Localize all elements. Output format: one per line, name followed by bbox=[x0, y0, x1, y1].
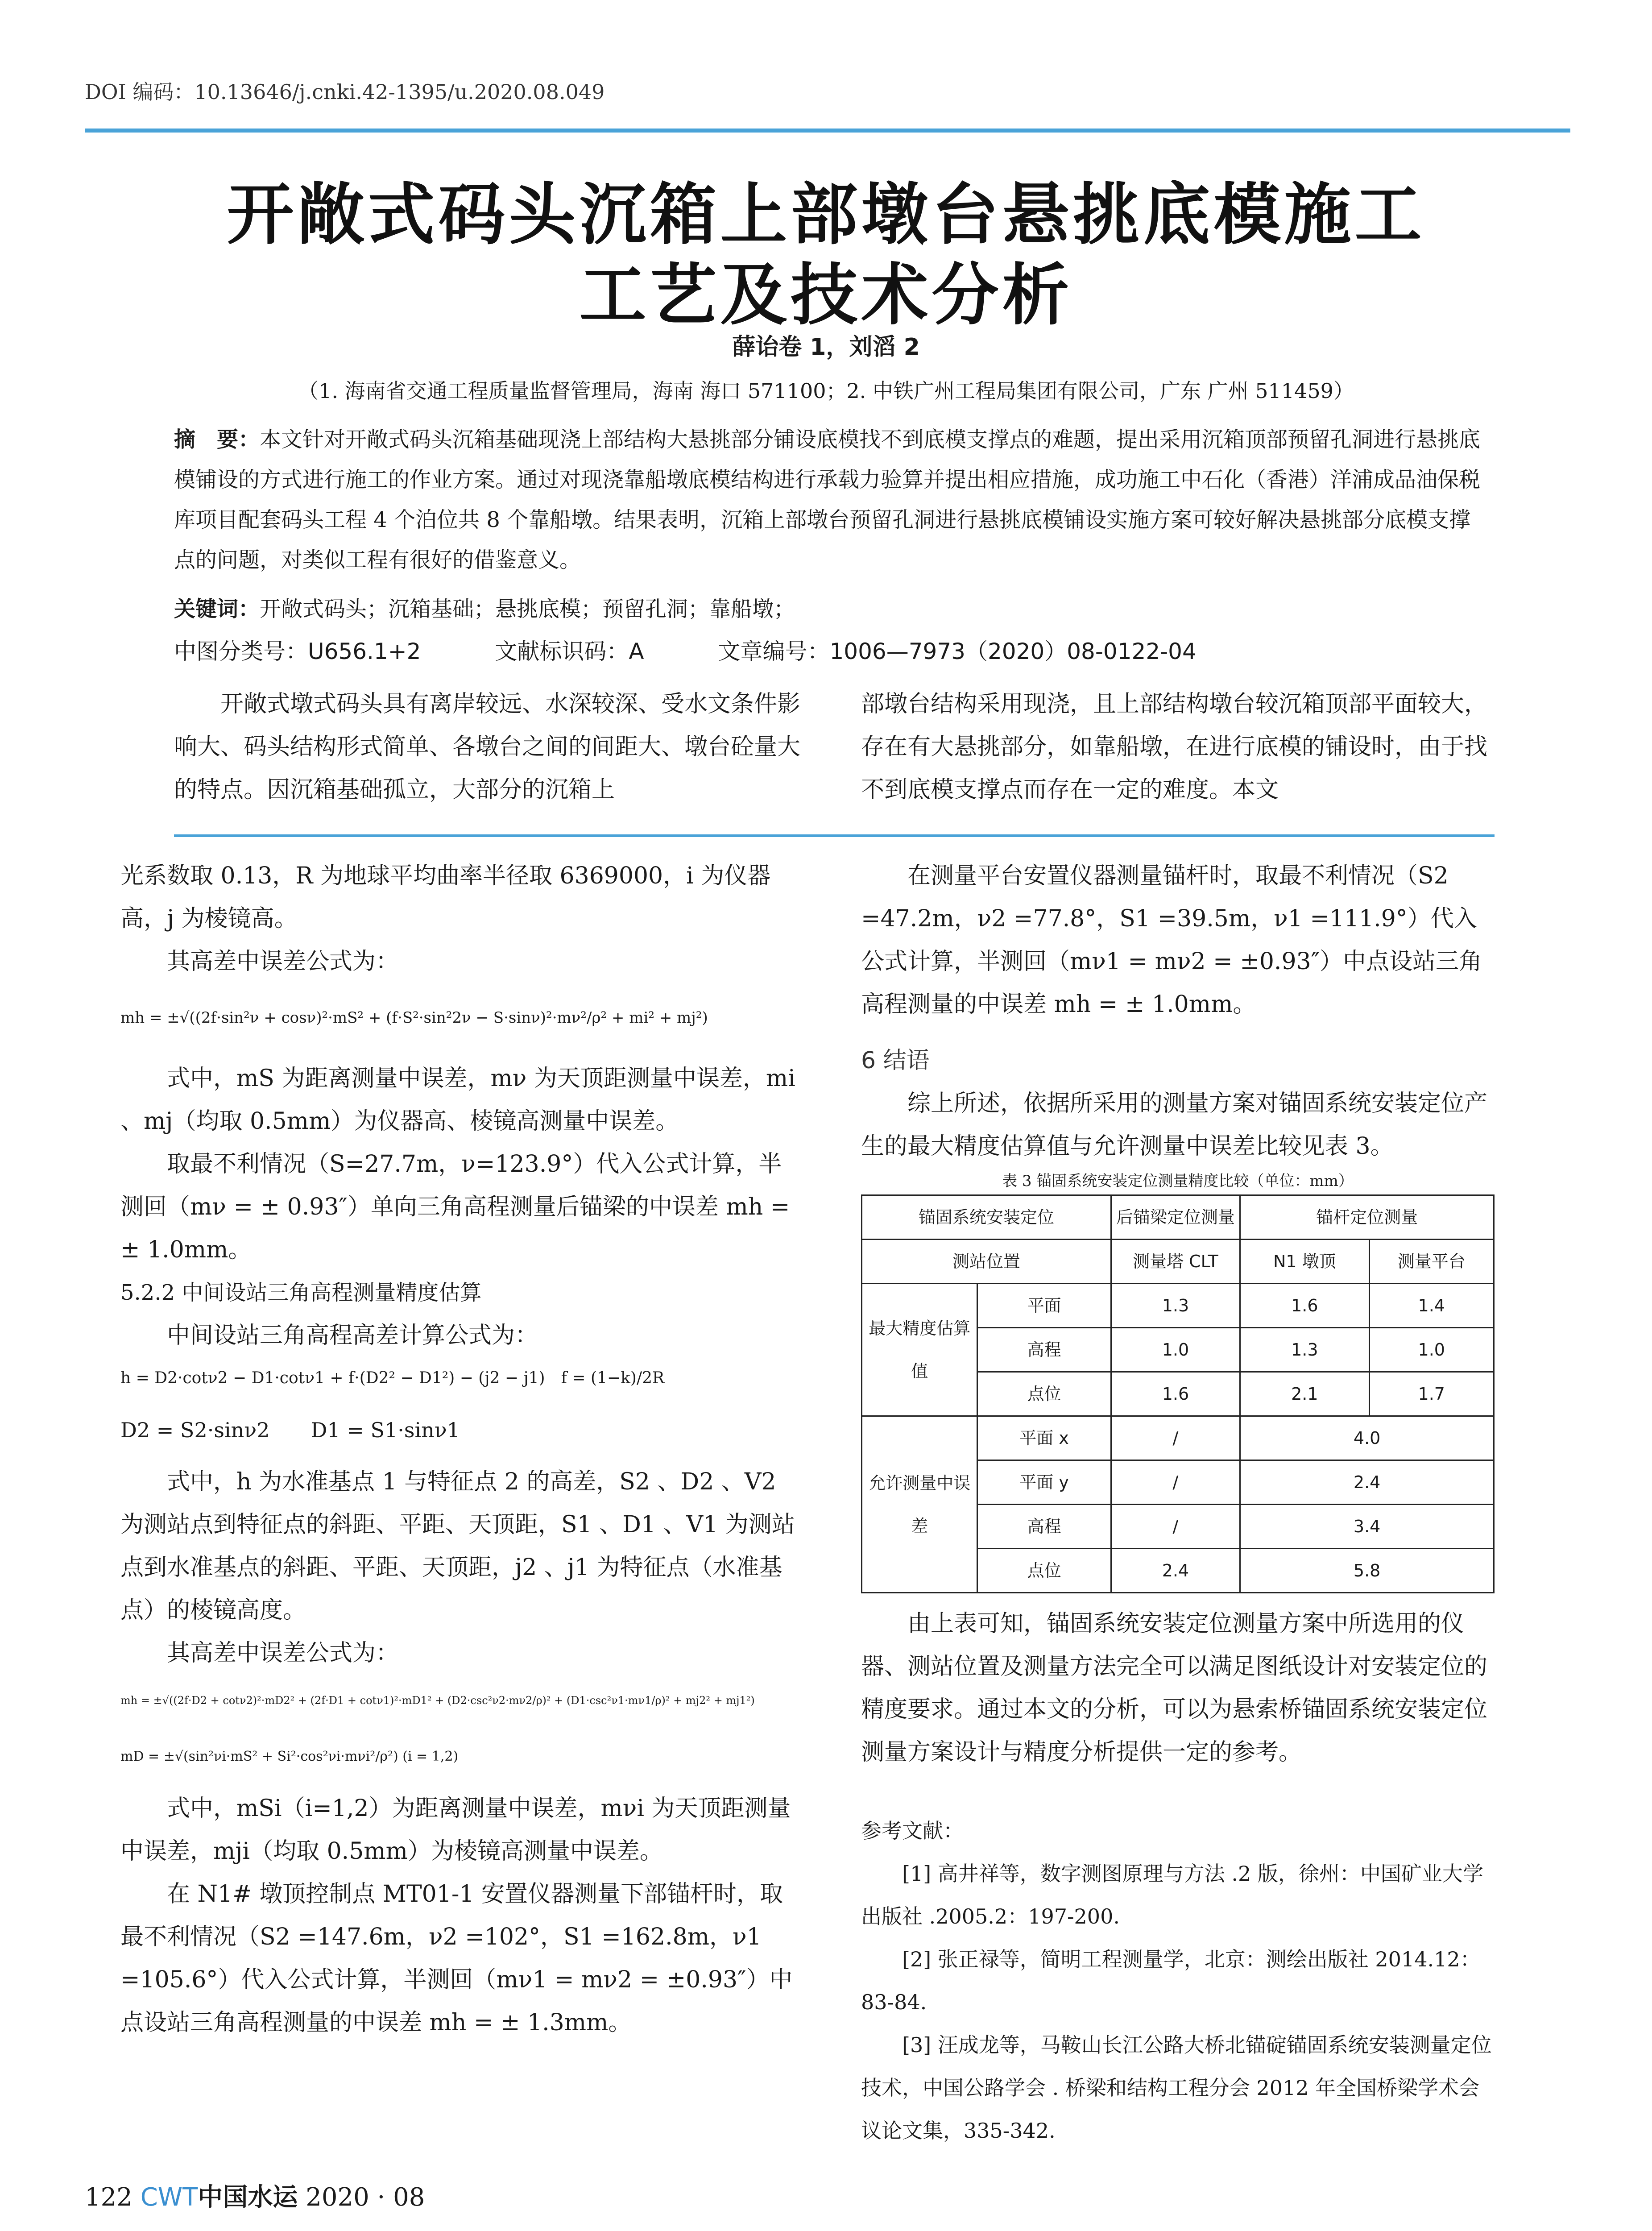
left-p2: 其高差中误差公式为： bbox=[167, 948, 399, 975]
table-cell: 1.0 bbox=[1369, 1328, 1494, 1372]
table-head-n1: N1 墩顶 bbox=[1240, 1240, 1369, 1284]
formula-h bbox=[120, 1357, 799, 1400]
abstract bbox=[174, 419, 1486, 580]
keywords-text: 开敞式码头；沉箱基础；悬挑底模；预留孔洞；靠船墩； bbox=[260, 597, 795, 622]
table-cell: 3.4 bbox=[1240, 1505, 1494, 1549]
table-group-allowed: 允许测量中误差 bbox=[862, 1416, 977, 1593]
clc-number: 中图分类号：U656.1+2 bbox=[174, 639, 421, 664]
keywords bbox=[174, 589, 1486, 629]
table-cell: 1.6 bbox=[1111, 1372, 1240, 1416]
right-column bbox=[861, 854, 1495, 2152]
table-cell: 4.0 bbox=[1240, 1416, 1494, 1460]
issue: 2020 · 08 bbox=[306, 2183, 425, 2212]
table-cell: 高程 bbox=[977, 1505, 1111, 1549]
table-cell: 1.7 bbox=[1369, 1372, 1494, 1416]
left-p5: 中间设站三角高程高差计算公式为： bbox=[167, 1322, 538, 1349]
affiliation: （1. 海南省交通工程质量监督管理局，海南 海口 571100；2. 中铁广州工程局集团有限公司，广东 广州 511459） bbox=[298, 379, 1354, 403]
reference-3: [3] 汪成龙等，马鞍山长江公路大桥北锚碇锚固系统安装测量定位技术，中国公路学会 . 桥梁和结构工程分会 2012 年全国桥梁学术会议论文集，335-342. bbox=[861, 2033, 1492, 2143]
page-number: 122 bbox=[85, 2183, 132, 2212]
article-number: 文章编号：1006—7973（2020）08-0122-04 bbox=[718, 639, 1197, 664]
heading-5-2-2: 5.2.2 中间设站三角高程测量精度估算 bbox=[120, 1280, 482, 1305]
table-cell: 1.0 bbox=[1111, 1328, 1240, 1372]
formula-mh-middle: mh = ±√((2f·D2 + cotν2)²·mD2² + (2f·D1 + cotν1)²·mD1² + (D2·csc²ν2·mν2/ρ)² + (D1·csc²ν1·mν1/ρ)² + mj2² + mj1²) bbox=[120, 1694, 755, 1707]
table-cell: 点位 bbox=[977, 1372, 1111, 1416]
footer bbox=[85, 2177, 425, 2213]
left-p6: 式中，h 为水准基点 1 与特征点 2 的高差，S2 、D2 、V2 为测站点到特征点的斜距、平距、天顶距，S1 、D1 、V1 为测站点到水准基点的斜距、平距、天顶距，j2 、j1 为特征点（水准基点）的棱镜高度。 bbox=[120, 1468, 795, 1624]
section-rule bbox=[174, 834, 1495, 837]
table-3 bbox=[861, 1194, 1495, 1593]
table-cell: 2.4 bbox=[1240, 1460, 1494, 1505]
document-code: 文献标识码：A bbox=[495, 639, 644, 664]
heading-6: 6 结语 bbox=[861, 1047, 930, 1074]
left-p9: 在 N1# 墩顶控制点 MT01-1 安置仪器测量下部锚杆时，取最不利情况（S2 =147.6m，ν2 =102°，S1 =162.8m，ν1 =105.6°）代入公式计算，半测回（mν1 = mν2 = ±0.93″）中点设站三角高程测量的中误差 mh = ± 1.3mm。 bbox=[120, 1881, 793, 2036]
table-cell: 高程 bbox=[977, 1328, 1111, 1372]
table-head-rear: 后锚梁定位测量 bbox=[1111, 1195, 1240, 1240]
abstract-label: 摘 要： bbox=[174, 427, 260, 452]
left-p1: 光系数取 0.13，R 为地球平均曲率半径取 6369000，i 为仪器高，j 为棱镜高。 bbox=[120, 863, 771, 932]
formula-f: f = (1−k)/2R bbox=[561, 1369, 665, 1387]
table-head-anchor: 锚杆定位测量 bbox=[1240, 1195, 1494, 1240]
table-head-platform: 测量平台 bbox=[1369, 1240, 1494, 1284]
left-p4: 取最不利情况（S=27.7m，ν=123.9°）代入公式计算，半测回（mν = ± 0.93″）单向三角高程测量后锚梁的中误差 mh = ± 1.0mm。 bbox=[120, 1151, 790, 1263]
doi: DOI 编码：10.13646/j.cnki.42-1395/u.2020.08.049 bbox=[85, 80, 605, 104]
intro-left bbox=[174, 683, 807, 811]
keywords-label: 关键词： bbox=[174, 597, 260, 622]
top-rule bbox=[85, 129, 1570, 133]
table-cell: 平面 bbox=[977, 1284, 1111, 1328]
table-cell: 1.4 bbox=[1369, 1284, 1494, 1328]
table-cell: 2.4 bbox=[1111, 1549, 1240, 1593]
right-p2: 综上所述，依据所采用的测量方案对锚固系统安装定位产生的最大精度估算值与允许测量中误差比较见表 3。 bbox=[861, 1090, 1488, 1160]
reference-1: [1] 高井祥等，数字测图原理与方法 .2 版，徐州：中国矿业大学出版社 .2005.2：197-200. bbox=[861, 1862, 1483, 1928]
title-line-1: 开敞式码头沉箱上部墩台悬挑底模施工 bbox=[227, 176, 1425, 254]
formula-h-main: h = D2·cotν2 − D1·cotν1 + f·(D2² − D1²) − (j2 − j1) bbox=[120, 1369, 545, 1387]
table-cell: 1.6 bbox=[1240, 1284, 1369, 1328]
table-cell: 1.3 bbox=[1240, 1328, 1369, 1372]
table-cell: 点位 bbox=[977, 1549, 1111, 1593]
right-p1: 在测量平台安置仪器测量锚杆时，取最不利情况（S2 =47.2m，ν2 =77.8°，S1 =39.5m，ν1 =111.9°）代入公式计算，半测回（mν1 = mν2 = ±0.93″）中点设站三角高程测量的中误差 mh = ± 1.0mm。 bbox=[861, 863, 1482, 1018]
intro-right bbox=[861, 683, 1495, 811]
article-meta bbox=[174, 634, 1263, 666]
table-cell: / bbox=[1111, 1416, 1240, 1460]
table-caption: 表 3 锚固系统安装定位测量精度比较（单位：mm） bbox=[1002, 1172, 1354, 1190]
journal-name: 中国水运 bbox=[198, 2183, 298, 2212]
left-column bbox=[120, 854, 799, 2044]
left-p3: 式中，mS 为距离测量中误差，mν 为天顶距测量中误差，mi 、mj（均取 0.5mm）为仪器高、棱镜高测量中误差。 bbox=[120, 1065, 795, 1135]
table-cell: / bbox=[1111, 1460, 1240, 1505]
left-p8: 式中，mSi（i=1,2）为距离测量中误差，mνi 为天顶距测量中误差，mji（均取 0.5mm）为棱镜高测量中误差。 bbox=[120, 1795, 791, 1865]
table-cell: 5.8 bbox=[1240, 1549, 1494, 1593]
table-head-station: 测站位置 bbox=[862, 1240, 1111, 1284]
table-head-system: 锚固系统安装定位 bbox=[862, 1195, 1111, 1240]
title-line-2: 工艺及技术分析 bbox=[579, 257, 1073, 334]
table-cell: 1.3 bbox=[1111, 1284, 1240, 1328]
reference-2: [2] 张正禄等，简明工程测量学，北京：测绘出版社 2014.12：83-84. bbox=[861, 1947, 1481, 2014]
formula-mh-single: mh = ±√((2f·sin²ν + cosν)²·mS² + (f·S²·sin²2ν − S·sinν)²·mν²/ρ² + mi² + mj²) bbox=[120, 1009, 708, 1027]
authors: 薛诒卷 1，刘滔 2 bbox=[732, 334, 920, 361]
table-cell: / bbox=[1111, 1505, 1240, 1549]
left-p7: 其高差中误差公式为： bbox=[167, 1640, 399, 1667]
intro-left-text: 开敞式墩式码头具有离岸较远、水深较深、受水文条件影响大、码头结构形式简单、各墩台之间的间距大、墩台砼量大的特点。因沉箱基础孤立，大部分的沉箱上 bbox=[174, 691, 801, 803]
table-cell: 平面 y bbox=[977, 1460, 1111, 1505]
formula-d: D2 = S2·sinν2 D1 = S1·sinν1 bbox=[120, 1418, 460, 1442]
references-title: 参考文献： bbox=[861, 1819, 964, 1843]
abstract-text: 本文针对开敞式码头沉箱基础现浇上部结构大悬挑部分铺设底模找不到底模支撑点的难题，提出采用沉箱顶部预留孔洞进行悬挑底模铺设的方式进行施工的作业方案。通过对现浇靠船墩底模结构进行承载力验算并提出相应措施，成功施工中石化（香港）洋浦成品油保税库项目配套码头工程 4 个泊位共 8 个靠船墩。结果表明，沉箱上部墩台预留孔洞进行悬挑底模铺设实施方案可较好解决悬挑部分底模支撑点的问题，对类似工程有很好的借鉴意义。 bbox=[174, 427, 1481, 572]
intro-right-text: 部墩台结构采用现浇，且上部结构墩台较沉箱顶部平面较大，存在有大悬挑部分，如靠船墩，在进行底模的铺设时，由于找不到底模支撑点而存在一定的难度。本文 bbox=[861, 691, 1488, 803]
right-p3: 由上表可知，锚固系统安装定位测量方案中所选用的仪器、测站位置及测量方法完全可以满足图纸设计对安装定位的精度要求。通过本文的分析，可以为悬索桥锚固系统安装定位测量方案设计与精度分析提供一定的参考。 bbox=[861, 1610, 1488, 1766]
journal-logo-cwt: CWT bbox=[140, 2183, 198, 2212]
table-cell: 2.1 bbox=[1240, 1372, 1369, 1416]
references bbox=[861, 1809, 1495, 2152]
formula-md: mD = ±√(sin²νi·mS² + Si²·cos²νi·mνi²/ρ²) (i = 1,2) bbox=[120, 1749, 459, 1764]
table-head-clt: 测量塔 CLT bbox=[1111, 1240, 1240, 1284]
table-group-max: 最大精度估算值 bbox=[862, 1284, 977, 1416]
table-cell: 平面 x bbox=[977, 1416, 1111, 1460]
